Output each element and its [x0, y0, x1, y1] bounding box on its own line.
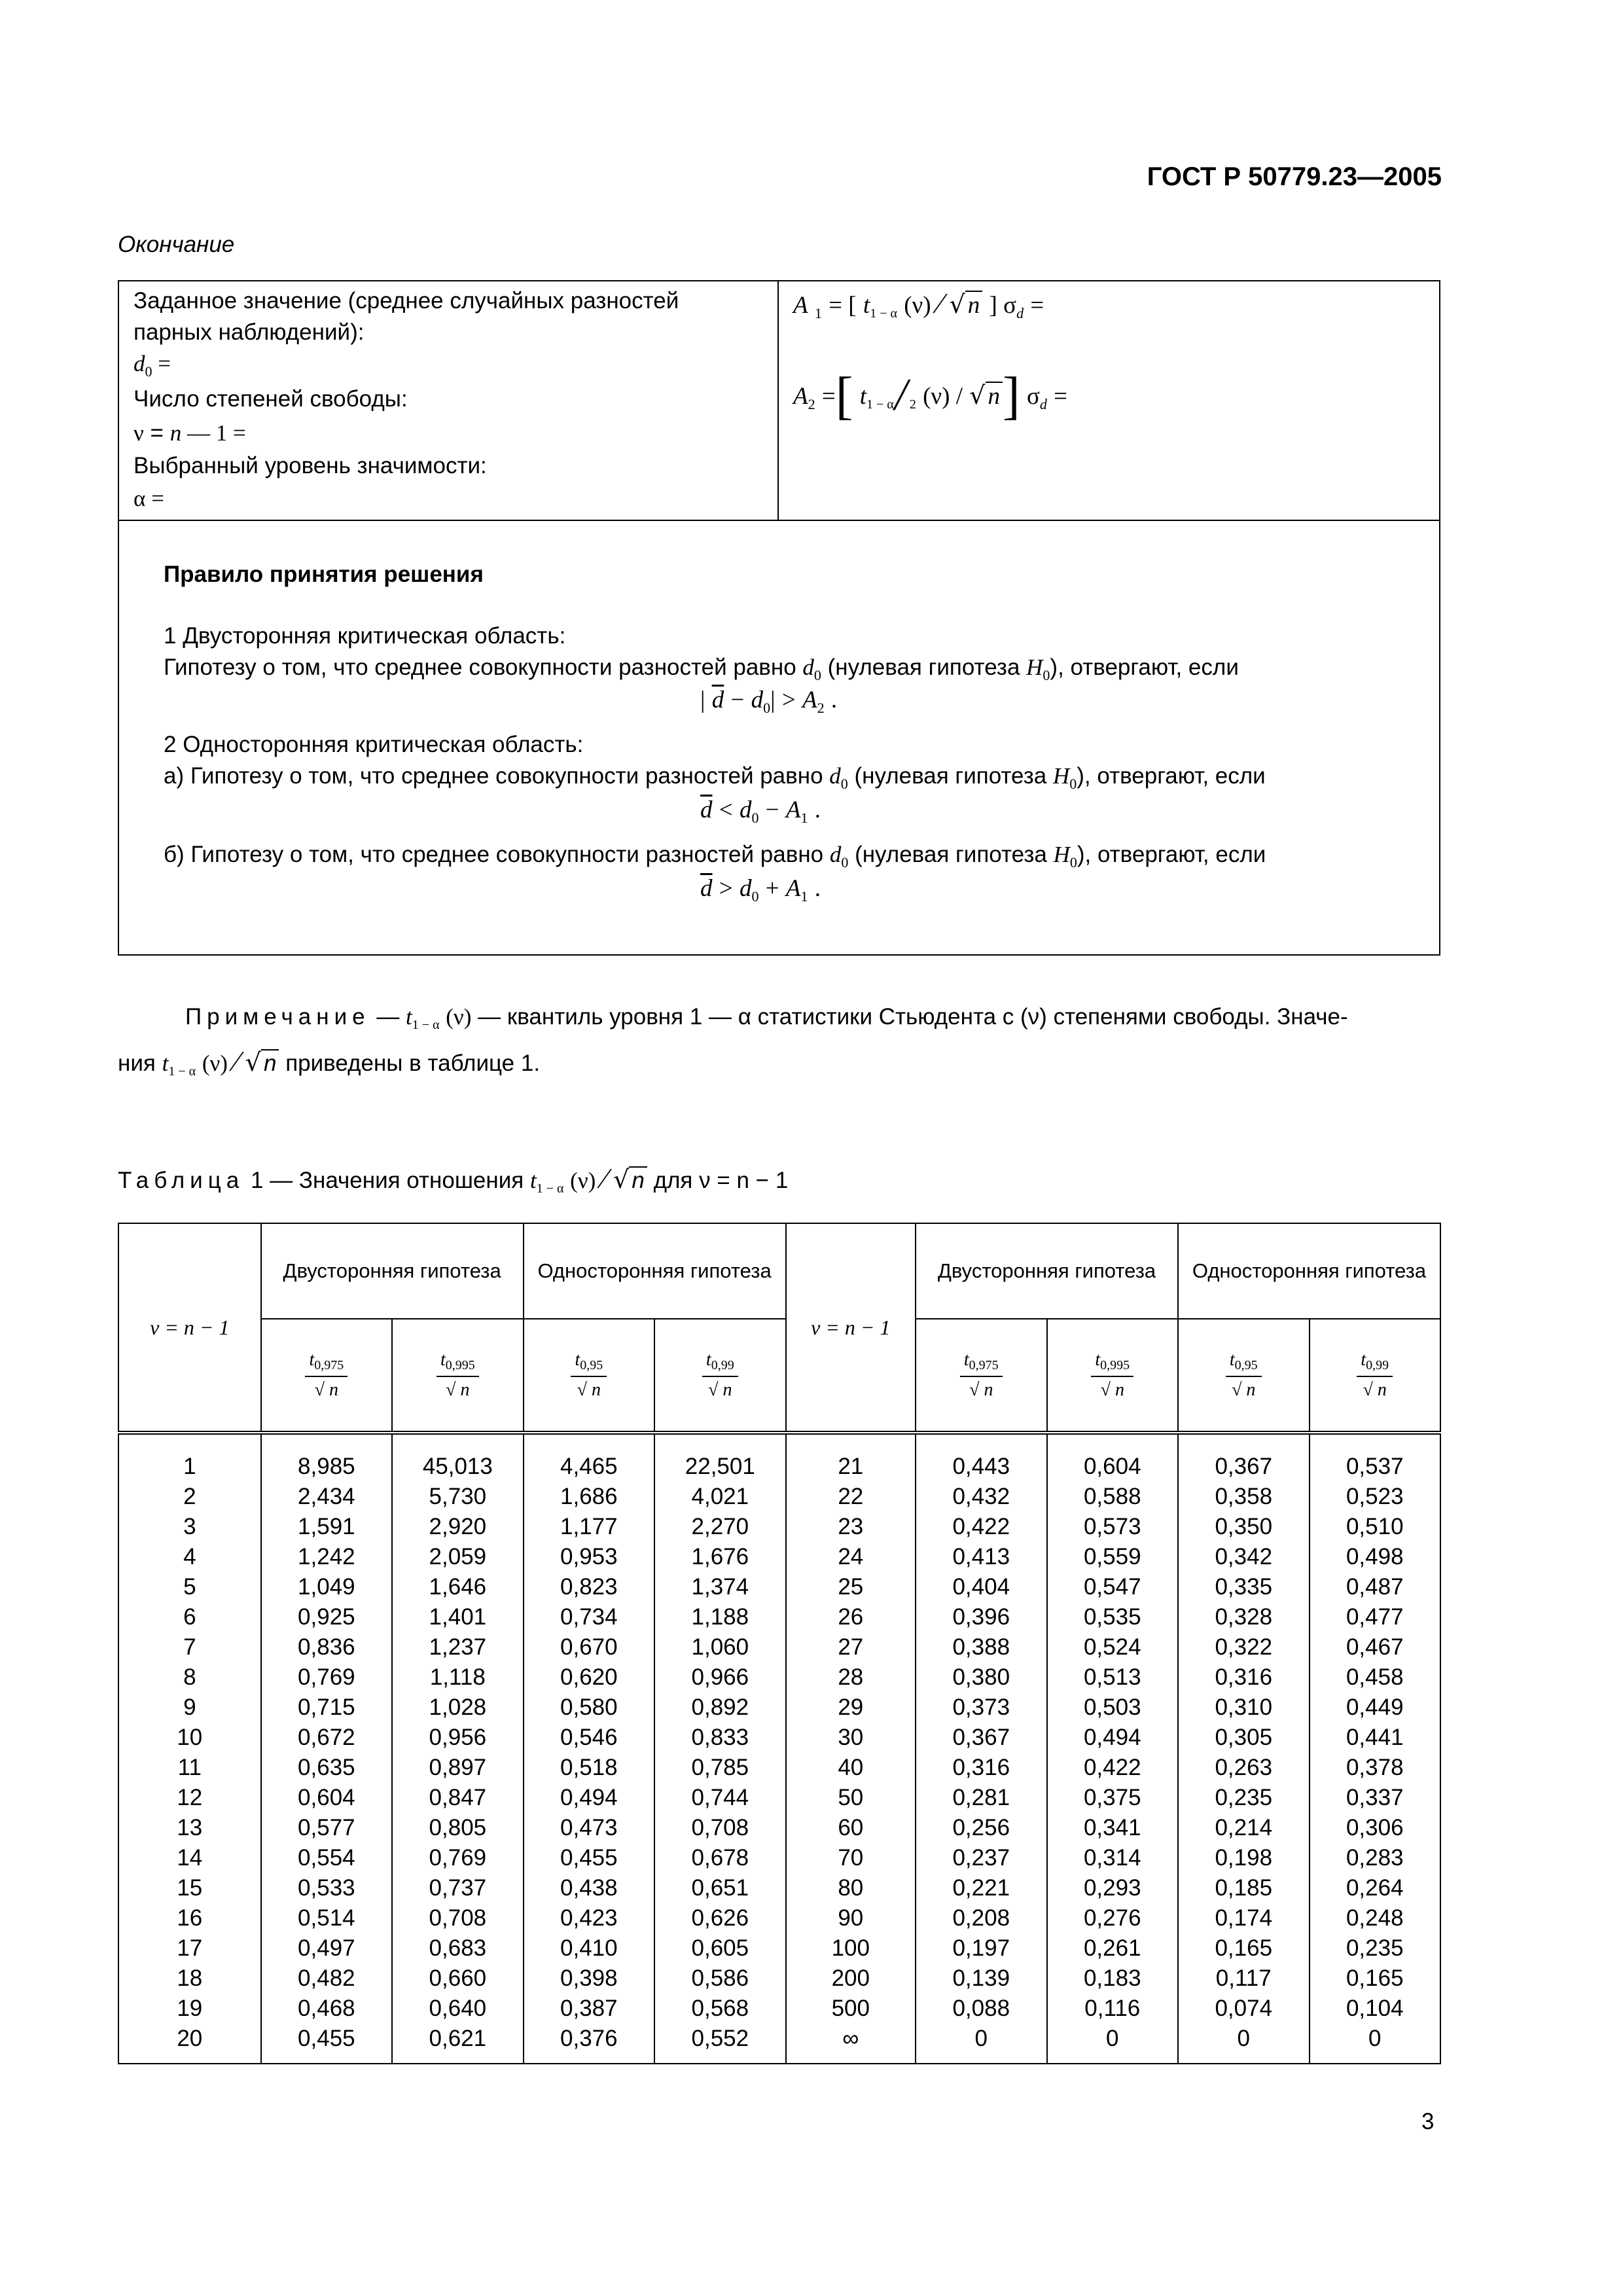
table-cell: 2,270 [691, 1514, 749, 1539]
table-cell: 0,897 [429, 1755, 487, 1780]
table-cell: 26 [838, 1604, 864, 1630]
case-b-condition: $\overline{d} > d_0 + A_1$ . [700, 875, 821, 905]
table-cell: 2,059 [429, 1544, 487, 1570]
header-t0975-right: $\frac{t_{0,975}}{√ n}$ [916, 1319, 1046, 1433]
table-cell: 0,559 [1083, 1544, 1141, 1570]
table-cell: 0,805 [429, 1815, 487, 1840]
table-cell: 0,422 [1083, 1755, 1141, 1780]
table-cell: 0,410 [560, 1935, 618, 1961]
one-sided-header-right: Односторонняя гипотеза [1178, 1223, 1440, 1319]
table-cell: 1,118 [429, 1664, 486, 1690]
case-b-text: б) Гипотезу о том, что среднее совокупности разностей равно $d_0$ (нулевая гипотеза $H_0$), отвергают, если [164, 842, 1266, 870]
table-cell: 0,335 [1215, 1574, 1273, 1600]
table-cell: 0,573 [1083, 1514, 1141, 1539]
table-cell: 4 [183, 1544, 196, 1570]
table-cell: 0,477 [1346, 1604, 1404, 1630]
table-cell: 0,708 [429, 1905, 487, 1931]
table-cell: 0,342 [1215, 1544, 1273, 1570]
table-cell: 0,455 [560, 1845, 618, 1871]
table-cell: 0,678 [691, 1845, 749, 1871]
table-cell: 0,535 [1083, 1604, 1141, 1630]
table-cell: 0,635 [298, 1755, 355, 1780]
table-cell: 0,281 [952, 1785, 1010, 1810]
table-cell: 0,214 [1215, 1815, 1273, 1840]
table-cell: 0,744 [691, 1785, 749, 1810]
table-cell: 0,337 [1346, 1785, 1404, 1810]
table-cell: 23 [838, 1514, 864, 1539]
table-cell: 0,104 [1346, 1996, 1404, 2021]
standard-code: ГОСТ Р 50779.23—2005 [1147, 162, 1442, 191]
table-cell: 1,049 [298, 1574, 355, 1600]
table-cell: 7 [183, 1634, 196, 1660]
table-cell: 10 [177, 1725, 203, 1750]
continuation-label: Окончание [118, 232, 235, 257]
table-cell: 0,604 [1083, 1454, 1141, 1479]
column-t099-left [654, 1433, 785, 2064]
page-number: 3 [1421, 2109, 1435, 2134]
table-cell: 0,785 [691, 1755, 749, 1780]
table-cell: 0,375 [1083, 1785, 1141, 1810]
table-cell: 2 [183, 1484, 196, 1509]
table-cell: 0,367 [952, 1725, 1010, 1750]
nu-header-left: ν = n − 1 [118, 1223, 261, 1433]
table-cell: 0,660 [429, 1965, 487, 1991]
table-cell: 0,449 [1346, 1695, 1404, 1720]
table-cell: 0 [974, 2026, 988, 2051]
table-cell: 0,708 [691, 1815, 749, 1840]
table-cell: 0,198 [1215, 1845, 1273, 1871]
table-cell: 0,235 [1215, 1785, 1273, 1810]
table-cell: 1,401 [429, 1604, 487, 1630]
table-cell: 1,237 [429, 1634, 487, 1660]
column-t0975-right [916, 1433, 1046, 2064]
table-cell: 0,547 [1083, 1574, 1141, 1600]
case-a-text: а) Гипотезу о том, что среднее совокупности разностей равно $d_0$ (нулевая гипотеза $H_0$), отвергают, если [164, 763, 1266, 792]
table-caption-suffix: для ν = n − 1 [653, 1168, 789, 1193]
box-divider-horizontal [118, 520, 1440, 521]
table-cell: 0,185 [1215, 1875, 1273, 1901]
note: Примечание — $t_{1 - \alpha}$ (ν) — квантиль уровня 1 — α статистики Стьюдента с (ν) степенями свободы. Значе- ния $t_{1 - \alpha}$ (ν) ⁄ √ n приведены в таблице 1. [118, 1004, 1348, 1079]
table-cell: 1,028 [429, 1695, 487, 1720]
table-cell: 0,577 [298, 1815, 355, 1840]
table-cell: 0,513 [1083, 1664, 1141, 1690]
box-divider-vertical [777, 280, 779, 521]
table-cell: 0,314 [1083, 1845, 1141, 1871]
table-cell: 0,956 [429, 1725, 487, 1750]
table-cell: 0,310 [1215, 1695, 1273, 1720]
table-cell: 24 [838, 1544, 864, 1570]
two-sided-condition: | $\overline{d} - d_0| > A_2$ . [700, 687, 838, 716]
table-cell: 0,836 [298, 1634, 355, 1660]
significance-label: Выбранный уровень значимости: [134, 453, 487, 478]
table-cell: 1,177 [560, 1514, 618, 1539]
column-t095-right [1178, 1433, 1309, 2064]
table-cell: 0,248 [1346, 1905, 1404, 1931]
table-cell: 6 [183, 1604, 196, 1630]
table-cell: 2,434 [298, 1484, 355, 1509]
table-cell: 0,376 [560, 2026, 618, 2051]
table-cell: 0,367 [1215, 1454, 1273, 1479]
table-cell: 0,139 [952, 1965, 1010, 1991]
table-cell: 50 [838, 1785, 864, 1810]
table-cell: 1,242 [298, 1544, 355, 1570]
table-cell: 0,537 [1346, 1454, 1404, 1479]
column-nu-left [118, 1433, 261, 2064]
header-t0995-right: $\frac{t_{0,995}}{√ n}$ [1047, 1319, 1179, 1433]
table-cell: 0,953 [560, 1544, 618, 1570]
table-cell: 28 [838, 1664, 864, 1690]
given-value-line-1: Заданное значение (среднее случайных разностей [134, 288, 679, 314]
table-cell: 0,306 [1346, 1815, 1404, 1840]
table-cell: 40 [838, 1755, 864, 1780]
alpha-field: α = [134, 486, 164, 511]
table-body-row [118, 1433, 1440, 2064]
table-cell: 0,183 [1083, 1965, 1141, 1991]
table-cell: 0,552 [691, 2026, 749, 2051]
given-value-line-2: парных наблюдений): [134, 319, 365, 345]
table-cell: 0,455 [298, 2026, 355, 2051]
table-cell: 0,715 [298, 1695, 355, 1720]
table-cell: 5 [183, 1574, 196, 1600]
table-cell: 0,487 [1346, 1574, 1404, 1600]
table-cell: 0,769 [429, 1845, 487, 1871]
table-cell: 0,524 [1083, 1634, 1141, 1660]
table-cell: 12 [177, 1785, 203, 1810]
table-cell: 1,060 [691, 1634, 749, 1660]
header-t095-right: $\frac{t_{0,95}}{√ n}$ [1178, 1319, 1309, 1433]
table-cell: 500 [831, 1996, 870, 2021]
formula-a1: A $_1$ = [ t1 − α (ν) ⁄ √ n ] $\sigma_d$ = [793, 287, 1044, 321]
table-cell: 0,482 [298, 1965, 355, 1991]
table-cell: 0,498 [1346, 1544, 1404, 1570]
table-cell: 0,473 [560, 1815, 618, 1840]
table-cell: 70 [838, 1845, 864, 1871]
table-cell: 0,604 [298, 1785, 355, 1810]
two-sided-heading: 1 Двусторонняя критическая область: [164, 623, 566, 649]
table-cell: 0,074 [1215, 1996, 1273, 2021]
table-cell: 0,640 [429, 1996, 487, 2021]
table-cell: 9 [183, 1695, 196, 1720]
table-cell: 8,985 [298, 1454, 355, 1479]
table-cell: 1,676 [691, 1544, 749, 1570]
header-t099-left: $\frac{t_{0,99}}{√ n}$ [654, 1319, 785, 1433]
table-cell: 0,276 [1083, 1905, 1141, 1931]
table-cell: 0,221 [952, 1875, 1010, 1901]
table-cell: 0,925 [298, 1604, 355, 1630]
table-cell: 0,413 [952, 1544, 1010, 1570]
table-cell: 0,341 [1083, 1815, 1141, 1840]
table-cell: 22 [838, 1484, 864, 1509]
table-cell: 0,651 [691, 1875, 749, 1901]
table-cell: 14 [177, 1845, 203, 1871]
table-cell: 0,165 [1346, 1965, 1404, 1991]
rule-title: Правило принятия решения [164, 562, 484, 587]
table-cell: 0,443 [952, 1454, 1010, 1479]
table-cell: 0,322 [1215, 1634, 1273, 1660]
two-sided-header-right: Двусторонняя гипотеза [916, 1223, 1178, 1319]
table-cell: 0,197 [952, 1935, 1010, 1961]
dof-label: Число степеней свободы: [134, 386, 408, 412]
table-cell: 0,261 [1083, 1935, 1141, 1961]
table-cell: 0,510 [1346, 1514, 1404, 1539]
table-cell: 0,737 [429, 1875, 487, 1901]
table-cell: 16 [177, 1905, 203, 1931]
table-cell: 19 [177, 1996, 203, 2021]
table-cell: 3 [183, 1514, 196, 1539]
table-cell: 0,494 [560, 1785, 618, 1810]
table-cell: 0,316 [952, 1755, 1010, 1780]
table-cell: 0,586 [691, 1965, 749, 1991]
table-cell: 0,404 [952, 1574, 1010, 1600]
table-cell: 11 [177, 1755, 202, 1780]
table-cell: 0,328 [1215, 1604, 1273, 1630]
nu-header-right: ν = n − 1 [786, 1223, 916, 1433]
table-cell: 0,398 [560, 1965, 618, 1991]
table-cell: 0,283 [1346, 1845, 1404, 1871]
table-cell: 0,237 [952, 1845, 1010, 1871]
table-cell: 1,646 [429, 1574, 487, 1600]
table-cell: 0,892 [691, 1695, 749, 1720]
table-cell: 17 [177, 1935, 203, 1961]
table-cell: 4,021 [691, 1484, 749, 1509]
table-cell: 0,546 [560, 1725, 618, 1750]
table-cell: 0,387 [560, 1996, 618, 2021]
table-cell: 0,467 [1346, 1634, 1404, 1660]
table-cell: 13 [177, 1815, 203, 1840]
column-nu-right [786, 1433, 916, 2064]
column-t095-left [524, 1433, 654, 2064]
table-cell: 0,554 [298, 1845, 355, 1871]
table-cell: 0 [1106, 2026, 1119, 2051]
table-cell: 0,117 [1215, 1965, 1272, 1991]
table-cell: 0,823 [560, 1574, 618, 1600]
table-cell: 0,423 [560, 1905, 618, 1931]
one-sided-header-left: Односторонняя гипотеза [524, 1223, 786, 1319]
table-cell: 0,518 [560, 1755, 618, 1780]
table-cell: 0,683 [429, 1935, 487, 1961]
table-cell: 0,568 [691, 1996, 749, 2021]
table-cell: 1,374 [691, 1574, 749, 1600]
table-cell: 0,672 [298, 1725, 355, 1750]
table-cell: 0,350 [1215, 1514, 1273, 1539]
table-cell: 0,769 [298, 1664, 355, 1690]
table-cell: 0,373 [952, 1695, 1010, 1720]
column-t0995-right [1047, 1433, 1179, 2064]
table-cell: 0,256 [952, 1815, 1010, 1840]
table-cell: 0,422 [952, 1514, 1010, 1539]
table-cell: 0,358 [1215, 1484, 1273, 1509]
table-cell: 0,396 [952, 1604, 1010, 1630]
two-sided-text: Гипотезу о том, что среднее совокупности разностей равно $d_0$ (нулевая гипотеза $H_0$), отвергают, если [164, 655, 1239, 683]
table-cell: 15 [177, 1875, 203, 1901]
table-cell: 0,388 [952, 1634, 1010, 1660]
table-cell: 0,316 [1215, 1664, 1273, 1690]
table-cell: 25 [838, 1574, 864, 1600]
quantile-ratio-table [118, 1223, 1441, 2064]
dof-field: ν = n — 1 = [134, 420, 246, 446]
table-cell: 60 [838, 1815, 864, 1840]
table-cell: 0 [1368, 2026, 1382, 2051]
table-cell: 0,588 [1083, 1484, 1141, 1509]
table-cell: 0,533 [298, 1875, 355, 1901]
table-cell: 0,438 [560, 1875, 618, 1901]
table-cell: 20 [177, 2026, 203, 2051]
header-t095-left: $\frac{t_{0,95}}{√ n}$ [524, 1319, 654, 1433]
table-cell: 0,497 [298, 1935, 355, 1961]
table-cell: 90 [838, 1905, 864, 1931]
table-cell: 2,920 [429, 1514, 487, 1539]
table-cell: 21 [838, 1454, 864, 1479]
d0-field: $d_0$ = [134, 351, 171, 380]
note-text-1: — квантиль уровня 1 — α статистики Стьюдента с (ν) степенями свободы. Значе- [478, 1004, 1348, 1030]
note-label: Примечание [185, 1004, 370, 1030]
table-cell: 27 [838, 1634, 864, 1660]
table-cell: 0,305 [1215, 1725, 1273, 1750]
header-t0975-left: $\frac{t_{0,975}}{√ n}$ [261, 1319, 392, 1433]
case-a-condition: $\overline{d} < d_0 - A_1$ . [700, 797, 821, 826]
table-cell: 0,966 [691, 1664, 749, 1690]
table-cell: 22,501 [685, 1454, 755, 1479]
table-cell: 80 [838, 1875, 864, 1901]
table-cell: 0,263 [1215, 1755, 1273, 1780]
table-cell: 0,514 [298, 1905, 355, 1931]
table-cell: 0,432 [952, 1484, 1010, 1509]
table-cell: 29 [838, 1695, 864, 1720]
table-cell: 0,174 [1215, 1905, 1273, 1931]
table-cell: 5,730 [429, 1484, 487, 1509]
one-sided-heading: 2 Односторонняя критическая область: [164, 732, 584, 757]
table-cell: 0 [1237, 2026, 1250, 2051]
two-sided-header-left: Двусторонняя гипотеза [261, 1223, 524, 1319]
table-cell: 1,591 [298, 1514, 355, 1539]
table-cell: 200 [831, 1965, 870, 1991]
table-cell: ∞ [842, 2026, 859, 2051]
table-cell: 0,605 [691, 1935, 749, 1961]
table-cell: 4,465 [560, 1454, 618, 1479]
column-t099-right [1310, 1433, 1441, 2064]
table-caption-title: 1 — Значения отношения [250, 1168, 524, 1193]
note-text-2: приведены в таблице 1. [285, 1050, 541, 1076]
header-t0995-left: $\frac{t_{0,995}}{√ n}$ [392, 1319, 524, 1433]
table-cell: 0,208 [952, 1905, 1010, 1931]
table-cell: 0,235 [1346, 1935, 1404, 1961]
table-cell: 0,378 [1346, 1755, 1404, 1780]
table-cell: 0,523 [1346, 1484, 1404, 1509]
table-cell: 0,264 [1346, 1875, 1404, 1901]
table-cell: 0,620 [560, 1664, 618, 1690]
table-caption: Таблица 1 — Значения отношения $t_{1 - \alpha}$ (ν) ⁄ √ n для ν = n − 1 [118, 1162, 789, 1196]
table-cell: 0,441 [1346, 1725, 1404, 1750]
note-text-2-prefix: ния [118, 1050, 156, 1076]
formula-a2: $A_2$ =[ t1 − α╱2 (ν) / √ n] $\sigma_d$ = [793, 367, 1068, 425]
table-cell: 0,626 [691, 1905, 749, 1931]
table-cell: 8 [183, 1664, 196, 1690]
table-cell: 0,494 [1083, 1725, 1141, 1750]
table-cell: 0,293 [1083, 1875, 1141, 1901]
table-caption-label: Таблица [118, 1168, 245, 1193]
table-cell: 0,833 [691, 1725, 749, 1750]
table-cell: 0,380 [952, 1664, 1010, 1690]
table-cell: 0,670 [560, 1634, 618, 1660]
table-cell: 0,580 [560, 1695, 618, 1720]
table-cell: 1,686 [560, 1484, 618, 1509]
table-cell: 0,734 [560, 1604, 618, 1630]
table-cell: 30 [838, 1725, 864, 1750]
table-cell: 100 [831, 1935, 870, 1961]
table-cell: 45,013 [422, 1454, 493, 1479]
header-t099-right: $\frac{t_{0,99}}{√ n}$ [1310, 1319, 1441, 1433]
table-cell: 0,503 [1083, 1695, 1141, 1720]
table-cell: 0,847 [429, 1785, 487, 1810]
column-t0995-left [392, 1433, 524, 2064]
table-cell: 0,468 [298, 1996, 355, 2021]
table-cell: 0,088 [952, 1996, 1010, 2021]
table-cell: 1 [183, 1454, 196, 1479]
table-cell: 0,621 [429, 2026, 487, 2051]
column-t0975-left [261, 1433, 392, 2064]
table-cell: 0,165 [1215, 1935, 1273, 1961]
table-cell: 1,188 [691, 1604, 749, 1630]
table-cell: 0,458 [1346, 1664, 1404, 1690]
table-cell: 0,116 [1084, 1996, 1141, 2021]
table-cell: 18 [177, 1965, 203, 1991]
